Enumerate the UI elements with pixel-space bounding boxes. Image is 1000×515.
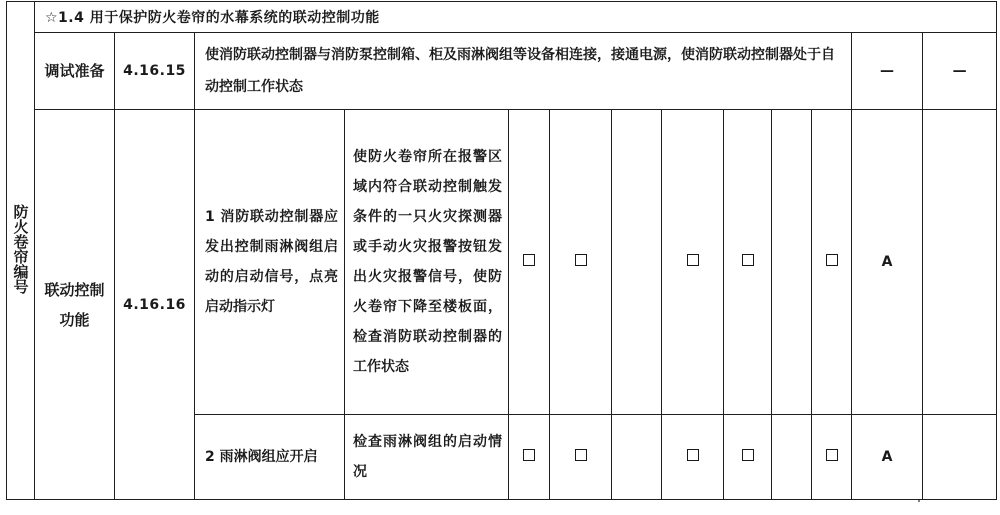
prep-row [7, 33, 997, 110]
prep-label: 调试准备 [35, 33, 115, 110]
checkbox-cell[interactable] [550, 415, 612, 500]
prep-content: 使消防联动控制器与消防泵控制箱、柜及雨淋阀组等设备相连接，接通电源，使消防联动控制器处于自动控制工作状态 [195, 33, 852, 110]
empty-cell [772, 110, 812, 415]
function-item-row-1 [7, 110, 997, 415]
empty-cell [612, 415, 662, 500]
prep-dash-1: — [852, 33, 923, 110]
checkbox-cell[interactable] [724, 415, 772, 500]
empty-cell [923, 110, 997, 415]
requirement-2: 2 雨淋阀组应开启 [195, 415, 345, 500]
checkbox-cell[interactable] [724, 110, 772, 415]
checkbox-2c[interactable] [687, 449, 699, 461]
checkbox-2a[interactable] [523, 449, 535, 461]
function-label: 联动控制功能 [35, 110, 115, 500]
grade-2: A [852, 415, 923, 500]
checkbox-2e[interactable] [826, 449, 838, 461]
checkbox-cell[interactable] [509, 110, 550, 415]
checkbox-cell[interactable] [662, 415, 724, 500]
side-label-cell [7, 2, 35, 500]
function-code: 4.16.16 [115, 110, 195, 500]
checkbox-cell[interactable] [550, 110, 612, 415]
empty-cell [772, 415, 812, 500]
checkbox-cell[interactable] [662, 110, 724, 415]
checkbox-1c[interactable] [687, 254, 699, 266]
method-1: 使防火卷帘所在报警区域内符合联动控制触发条件的一只火灾探测器或手动火灾报警按钮发出火灾报警信号，使防火卷帘下降至楼板面，检查消防联动控制器的工作状态 [345, 110, 509, 415]
checkbox-2b[interactable] [575, 449, 587, 461]
scan-speck [918, 500, 920, 502]
checkbox-cell[interactable] [812, 415, 852, 500]
checkbox-1e[interactable] [826, 254, 838, 266]
section-title-row [7, 2, 997, 33]
empty-cell [612, 110, 662, 415]
checkbox-cell[interactable] [509, 415, 550, 500]
method-2: 检查雨淋阀组的启动情况 [345, 415, 509, 500]
checkbox-cell[interactable] [812, 110, 852, 415]
requirement-1: 1 消防联动控制器应发出控制雨淋阀组启动的启动信号，点亮启动指示灯 [195, 110, 345, 415]
inspection-record-table [6, 1, 997, 500]
checkbox-1a[interactable] [523, 254, 535, 266]
checkbox-2d[interactable] [742, 449, 754, 461]
section-title: ☆1.4 用于保护防火卷帘的水幕系统的联动控制功能 [35, 2, 997, 33]
prep-code: 4.16.15 [115, 33, 195, 110]
empty-cell [923, 415, 997, 500]
side-label: 防火卷帘编号 [11, 203, 30, 294]
prep-dash-2: — [923, 33, 997, 110]
checkbox-1b[interactable] [575, 254, 587, 266]
grade-1: A [852, 110, 923, 415]
checkbox-1d[interactable] [742, 254, 754, 266]
